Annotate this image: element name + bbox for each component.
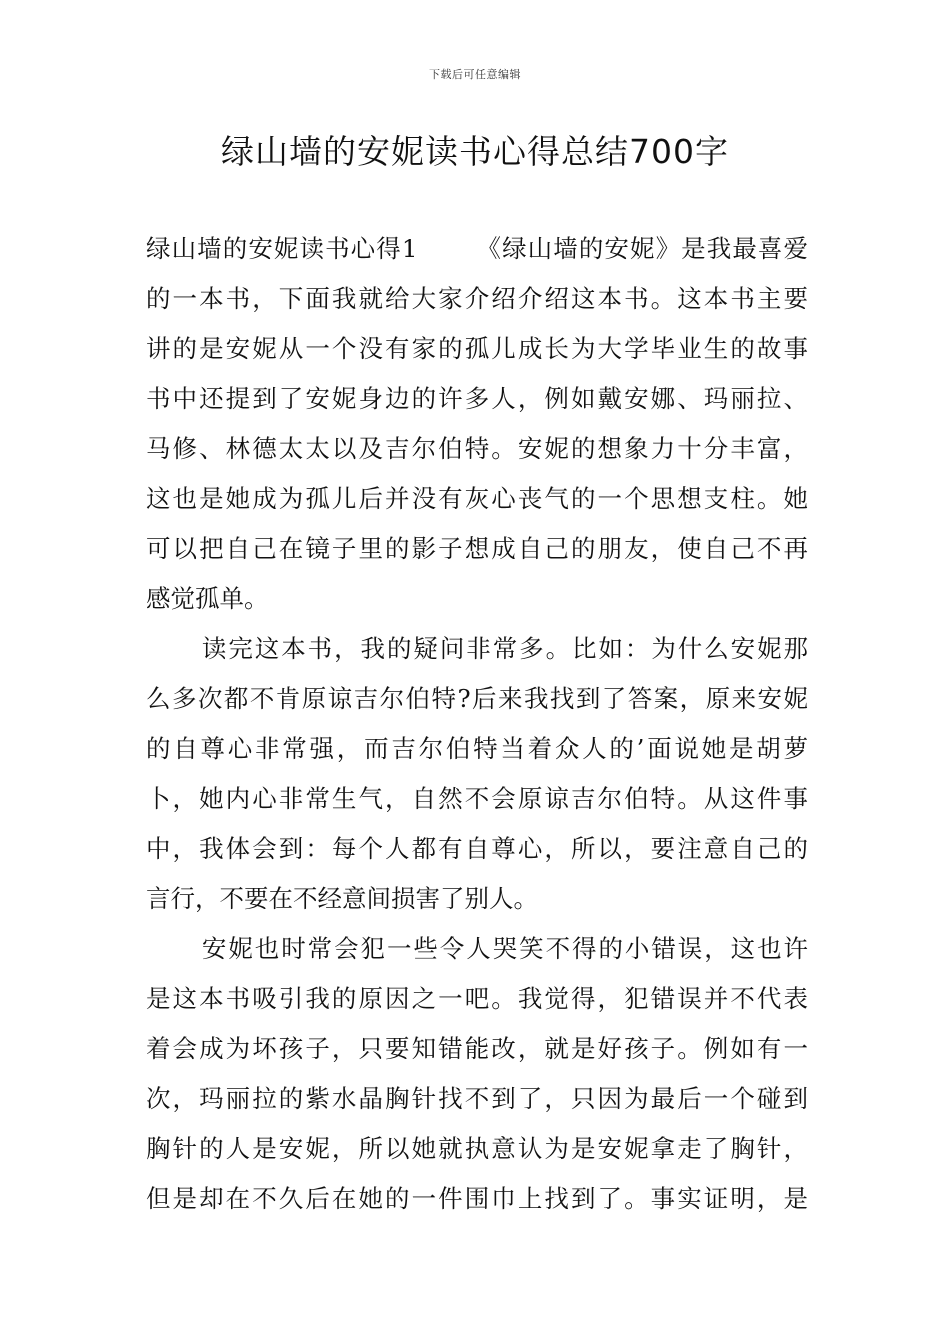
text-line [146,624,808,674]
paragraph-text: 《绿山墙的安妮》是我最喜爱 [475,234,808,263]
text-line: 感觉孤单。 [146,584,269,613]
text-line: 但是却在不久后在她的一件围巾上找到了。事实证明，是 [146,1184,808,1213]
text-line [146,224,808,274]
paragraph-text: 读完这本书，我的疑问非常多。比如：为什么安妮那 [200,634,808,663]
text-line: 着会成为坏孩子，只要知错能改，就是好孩子。例如有一 [146,1034,808,1063]
text-line: 么多次都不肯原谅吉尔伯特?后来我找到了答案，原来安妮 [146,684,808,713]
header-note: 下载后可任意编辑 [429,68,521,81]
text-line: 卜，她内心非常生气，自然不会原谅吉尔伯特。从这件事 [146,784,808,813]
text-line: 言行，不要在不经意间损害了别人。 [146,884,538,913]
text-line: 书中还提到了安妮身边的许多人，例如戴安娜、玛丽拉、 [146,384,808,413]
text-line: 可以把自己在镜子里的影子想成自己的朋友，使自己不再 [146,534,808,563]
text-line [146,924,808,974]
text-line: 次，玛丽拉的紫水晶胸针找不到了，只因为最后一个碰到 [146,1084,808,1113]
text-line: 这也是她成为孤儿后并没有灰心丧气的一个思想支柱。她 [146,484,808,513]
document-title: 绿山墙的安妮读书心得总结700字 [221,132,729,171]
section-heading: 绿山墙的安妮读书心得1 [146,234,418,263]
text-line: 中，我体会到：每个人都有自尊心，所以，要注意自己的 [146,834,808,863]
text-line: 的一本书，下面我就给大家介绍介绍这本书。这本书主要 [146,284,808,313]
text-line: 的自尊心非常强，而吉尔伯特当着众人的’面说她是胡萝 [146,734,808,763]
text-line: 胸针的人是安妮，所以她就执意认为是安妮拿走了胸针， [146,1134,808,1163]
document-body [146,224,808,1224]
text-line: 马修、林德太太以及吉尔伯特。安妮的想象力十分丰富， [146,434,808,463]
text-line: 讲的是安妮从一个没有家的孤儿成长为大学毕业生的故事 [146,334,808,363]
text-line: 是这本书吸引我的原因之一吧。我觉得，犯错误并不代表 [146,984,808,1013]
paragraph-text: 安妮也时常会犯一些令人哭笑不得的小错误，这也许 [200,934,808,963]
